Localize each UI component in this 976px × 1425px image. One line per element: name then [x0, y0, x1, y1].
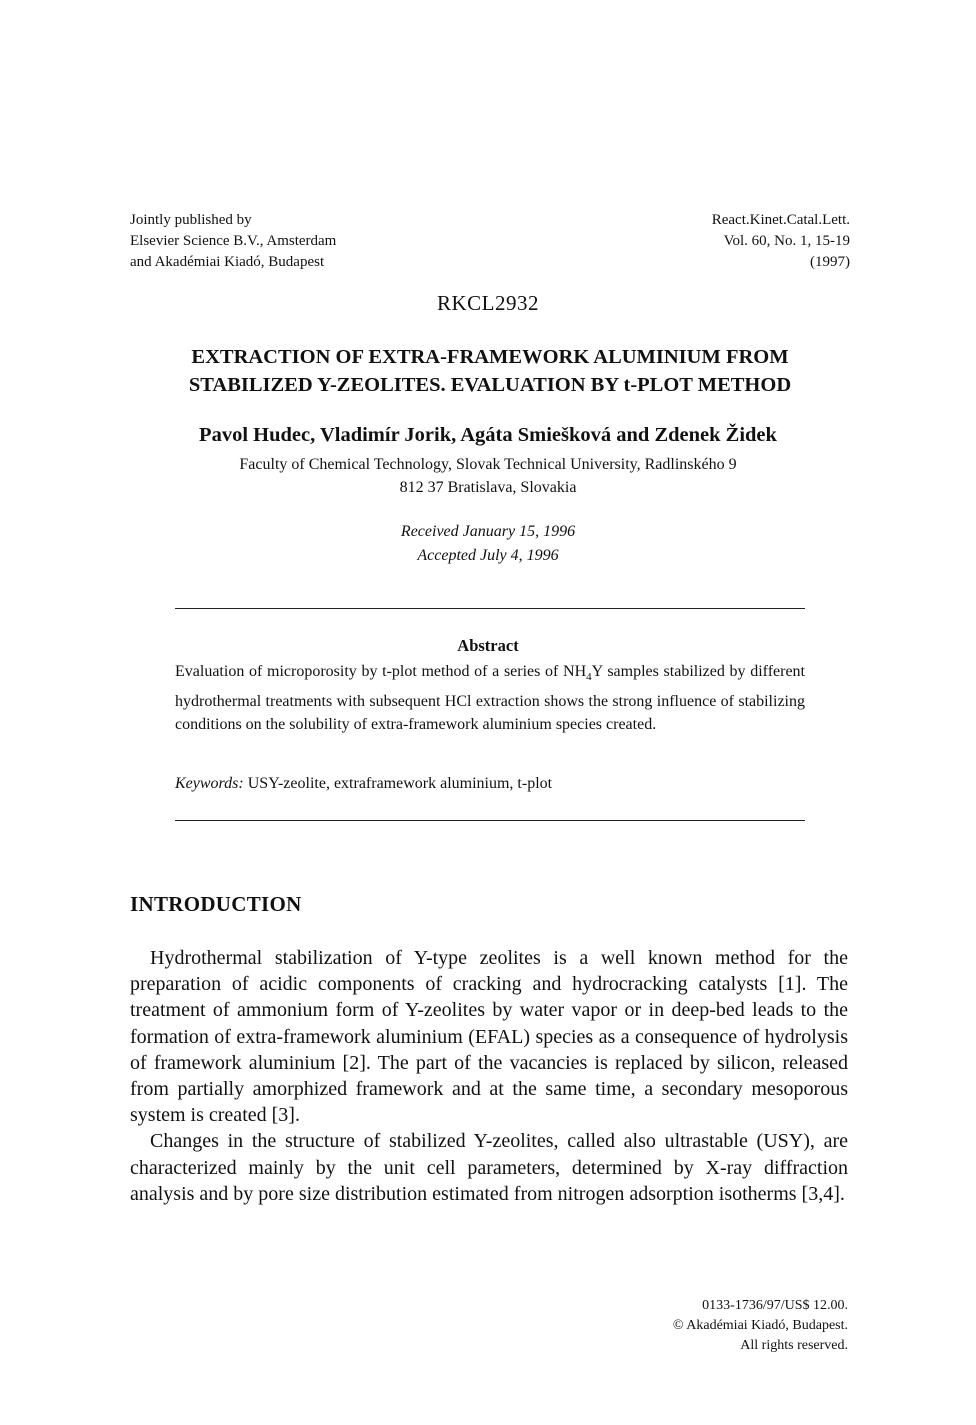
section-heading: INTRODUCTION: [130, 892, 302, 916]
divider: [175, 608, 805, 609]
title-line: STABILIZED Y-ZEOLITES. EVALUATION BY t-PLOT METHOD: [188, 374, 792, 396]
publisher-info: [130, 210, 450, 273]
publisher-line: and Akadémiai Kiadó, Budapest: [130, 254, 325, 270]
keywords-label: Keywords:: [175, 775, 244, 792]
keywords: [175, 775, 805, 793]
keywords-text: USY-zeolite, extraframework aluminium, t-plot: [247, 775, 553, 792]
abstract-heading: Abstract: [457, 636, 519, 655]
journal-line: (1997): [810, 254, 850, 270]
publisher-line: Elsevier Science B.V., Amsterdam: [130, 233, 337, 249]
affiliation-line: 812 37 Bratislava, Slovakia: [399, 479, 577, 496]
footer-line: © Akadémiai Kiadó, Budapest.: [672, 1318, 848, 1333]
affiliation: [0, 453, 976, 499]
abstract-text: [175, 660, 805, 737]
journal-citation: [600, 210, 850, 273]
footer-line: All rights reserved.: [740, 1338, 848, 1353]
paragraph: Hydrothermal stabilization of Y-type zeolites is a well known method for the preparation of acidic components of cracking and hydrocracking catalysts [1]. The treatment of ammonium form of Y-zeolites by water vapor or in deep-bed leads to the formation of extra-framework aluminium (EFAL) species as a consequence of hydrolysis of framework aluminium [2]. The part of the vacancies is replaced by silicon, released from partially amorphized framework and at the same time, a secondary mesoporous system is created [3].: [130, 947, 848, 1127]
abstract-text-part: Y samples stabilized by different hydrothermal treatments with subsequent HCl extraction shows the strong influence of stabilizing conditions on the solubility of extra-framework aluminium species created.: [175, 663, 806, 734]
journal-line: Vol. 60, No. 1, 15-19: [723, 233, 850, 249]
abstract-subscript: 4: [586, 671, 592, 684]
title-line: EXTRACTION OF EXTRA-FRAMEWORK ALUMINIUM FROM: [191, 346, 789, 368]
divider: [175, 820, 805, 821]
copyright-footer: [560, 1296, 848, 1356]
author-list: Pavol Hudec, Vladimír Jorik, Agáta Smiešková and Zdenek Židek: [199, 424, 777, 446]
paragraph: Changes in the structure of stabilized Y-zeolites, called also ultrastable (USY), are characterized mainly by the unit cell parameters, determined by X-ray diffraction analysis and by pore size distribution estimated from nitrogen adsorption isotherms [3,4].: [130, 1130, 848, 1205]
publisher-line: Jointly published by: [130, 212, 252, 228]
affiliation-line: Faculty of Chemical Technology, Slovak Technical University, Radlinského 9: [239, 456, 737, 473]
abstract-text-part: Evaluation of microporosity by t-plot method of a series of NH: [175, 663, 587, 680]
accepted-date: Accepted July 4, 1996: [417, 547, 559, 564]
received-date: Received January 15, 1996: [400, 523, 576, 540]
footer-line: 0133-1736/97/US$ 12.00.: [702, 1298, 848, 1313]
article-code: RKCL2932: [436, 291, 539, 315]
paper-title: [110, 343, 870, 399]
dates: [0, 520, 976, 568]
journal-line: React.Kinet.Catal.Lett.: [711, 212, 850, 228]
introduction-body: [130, 945, 848, 1207]
